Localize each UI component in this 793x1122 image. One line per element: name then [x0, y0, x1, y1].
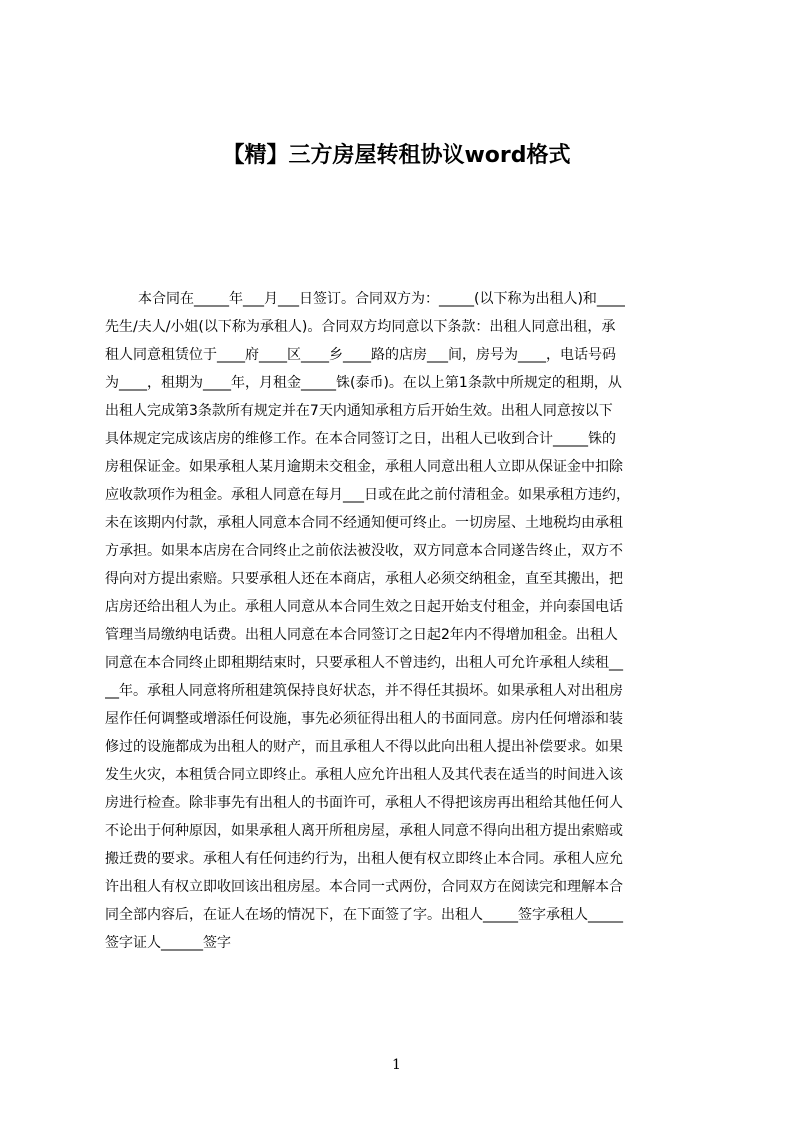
- body-line-9: 未在该期内付款，承租人同意本合同不经通知便可终止。一切房屋、土地税均由承租: [105, 515, 623, 531]
- document-title: 【精】三方房屋转租协议word格式: [222, 143, 571, 168]
- page-number: 1: [392, 1057, 401, 1073]
- body-line-14: 同意在本合同终止即租期结束时，只要承租人不曾违约，出租人可允许承租人续租__: [105, 655, 623, 671]
- body-line-22: 许出租人有权立即收回该出租房屋。本合同一式两份，合同双方在阅读完和理解本合: [105, 879, 623, 895]
- body-line-2: 先生/夫人/小姐(以下称为承租人)。合同双方均同意以下条款：出租人同意出租，承: [105, 319, 616, 335]
- body-line-5: 出租人完成第3条款所有规定并在7天内通知承租方后开始生效。出租人同意按以下: [105, 403, 613, 419]
- body-line-1: 本合同在_____年___月___日签订。合同双方为：_____(以下称为出租人)和____: [138, 291, 625, 307]
- body-line-4: 为____，租期为____年，月租金_____铢(泰币)。在以上第1条款中所规定的租期，从: [105, 375, 622, 391]
- body-line-20: 不论出于何种原因，如果承租人离开所租房屋，承租人同意不得向出租方提出索赔或: [105, 823, 623, 839]
- body-line-17: 修过的设施都成为出租人的财产，而且承租人不得以此向出租人提出补偿要求。如果: [105, 739, 623, 755]
- body-line-13: 管理当局缴纳电话费。出租人同意在本合同签订之日起2年内不得增加租金。出租人: [105, 627, 618, 643]
- body-line-21: 搬迁费的要求。承租人有任何违约行为，出租人便有权立即终止本合同。承租人应允: [105, 851, 623, 867]
- body-line-18: 发生火灾，本租赁合同立即终止。承租人应允许出租人及其代表在适当的时间进入该: [105, 767, 623, 783]
- body-line-6: 具体规定完成该店房的维修工作。在本合同签订之日，出租人已收到合计_____铢的: [105, 431, 616, 447]
- contract-body: [105, 285, 698, 957]
- body-line-19: 房进行检查。除非事先有出租人的书面许可，承租人不得把该房再出租给其他任何人: [105, 795, 623, 811]
- body-line-10: 方承担。如果本店房在合同终止之前依法被没收，双方同意本合同遂告终止，双方不: [105, 543, 623, 559]
- body-line-12: 店房还给出租人为止。承租人同意从本合同生效之日起开始支付租金，并向泰国电话: [105, 599, 623, 615]
- body-line-3: 租人同意租赁位于____府____区____乡____路的店房___间，房号为____，电话号码: [105, 347, 616, 363]
- body-line-16: 屋作任何调整或增添任何设施，事先必须征得出租人的书面同意。房内任何增添和装: [105, 711, 623, 727]
- body-line-8: 应收款项作为租金。承租人同意在每月___日或在此之前付清租金。如果承租方违约，: [105, 487, 630, 503]
- body-line-11: 得向对方提出索赔。只要承租人还在本商店，承租人必须交纳租金，直至其搬出，把: [105, 571, 623, 587]
- body-line-23: 同全部内容后，在证人在场的情况下，在下面签了字。出租人_____签字承租人_____: [105, 907, 623, 923]
- body-line-7: 房租保证金。如果承租人某月逾期未交租金，承租人同意出租人立即从保证金中扣除: [105, 459, 623, 475]
- body-line-24: 签字证人______签字: [105, 935, 231, 951]
- body-line-15: __年。承租人同意将所租建筑保持良好状态，并不得任其损坏。如果承租人对出租房: [105, 683, 623, 699]
